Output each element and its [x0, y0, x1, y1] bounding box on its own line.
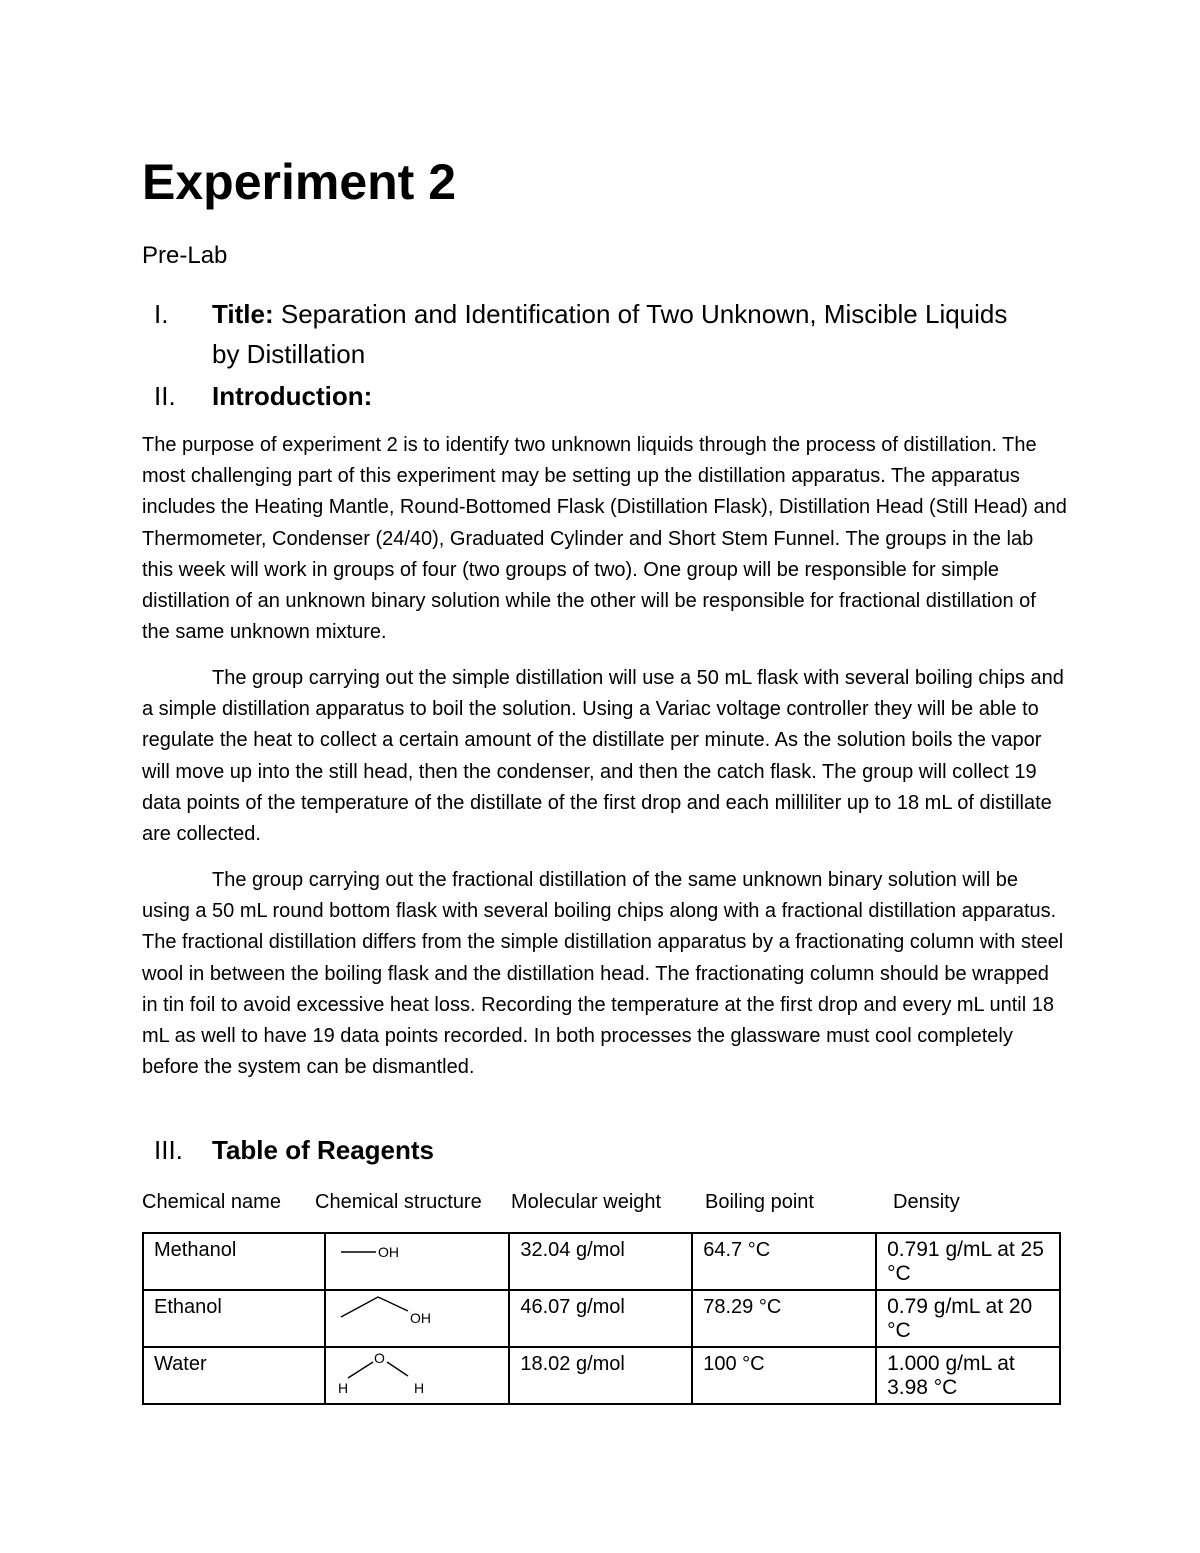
cell-density: 1.000 g/mL at 3.98 °C	[876, 1347, 1060, 1404]
section-text: Separation and Identification of Two Unknown, Miscible Liquids by Distillation	[212, 299, 1008, 369]
cell-density: 0.791 g/mL at 25 °C	[876, 1233, 1060, 1290]
methanol-structure	[325, 1233, 509, 1290]
section-numeral: II.	[154, 381, 176, 411]
reagents-table	[142, 1232, 1061, 1405]
intro-paragraph-2: The group carrying out the simple distillation will use a 50 mL flask with several boiling chips and a simple distillation apparatus to boil the solution. Using a Variac voltage controller they will be able to regulate the heat to collect a certain amount of the distillate per minute. As the solution boils the vapor will move up into the still head, then the condenser, and then the catch flask. The group will collect 19 data points of the temperature of the distillate of the first drop and each milliliter up to 18 mL of distillate are collected.	[142, 667, 1064, 846]
cell-molecular-weight: 18.02 g/mol	[509, 1347, 692, 1404]
atom-label: OH	[378, 1244, 400, 1260]
atom-label: H	[338, 1380, 349, 1396]
atom-label: OH	[410, 1310, 432, 1326]
table-row	[143, 1290, 1060, 1347]
column-header: Chemical name	[142, 1191, 281, 1213]
intro-paragraph-3: The group carrying out the fractional distillation of the same unknown binary solution will be using a 50 mL round bottom flask with several boiling chips along with a fractional distillation apparatus. The fractional distillation differs from the simple distillation apparatus by a fractionating column with steel wool in between the boiling flask and the distillation head. The fractionating column should be wrapped in tin foil to avoid excessive heat loss. Recording the temperature at the first drop and every mL until 18 mL as well to have 19 data points recorded. In both processes the glassware must cool completely before the system can be dismantled.	[142, 869, 1064, 1079]
cell-boiling-point: 78.29 °C	[692, 1290, 876, 1347]
section-title	[142, 294, 1062, 374]
cell-molecular-weight: 32.04 g/mol	[509, 1233, 692, 1290]
section-numeral: III.	[154, 1135, 183, 1165]
cell-density: 0.79 g/mL at 20 °C	[876, 1290, 1060, 1347]
section-label: Introduction:	[212, 381, 373, 411]
table-column-headers	[0, 1186, 1200, 1218]
section-label: Title:	[212, 299, 274, 329]
column-header: Molecular weight	[511, 1191, 662, 1213]
methanol-structure-drawing	[326, 1234, 509, 1289]
column-header: Chemical structure	[315, 1191, 482, 1213]
cell-molecular-weight: 46.07 g/mol	[509, 1290, 692, 1347]
page-subtitle: Pre-Lab	[142, 242, 228, 269]
ethanol-structure	[325, 1290, 509, 1347]
water-structure-drawing	[326, 1348, 509, 1403]
cell-boiling-point: 100 °C	[692, 1347, 876, 1404]
table-row	[143, 1347, 1060, 1404]
section-introduction	[142, 376, 1062, 416]
ethanol-structure-drawing	[326, 1291, 509, 1346]
table-row	[143, 1233, 1060, 1290]
column-header: Boiling point	[705, 1191, 814, 1213]
page-title: Experiment 2	[142, 154, 457, 210]
cell-name: Water	[143, 1347, 325, 1404]
column-header: Density	[893, 1191, 960, 1213]
section-numeral: I.	[154, 299, 169, 329]
section-body	[212, 294, 1032, 374]
cell-name: Ethanol	[143, 1290, 325, 1347]
bond-line	[348, 1362, 373, 1378]
bond-line	[387, 1362, 408, 1376]
bond-line	[341, 1297, 408, 1317]
water-structure	[325, 1347, 509, 1404]
cell-name: Methanol	[143, 1233, 325, 1290]
intro-paragraph-1: The purpose of experiment 2 is to identify two unknown liquids through the process of distillation. The most challenging part of this experiment may be setting up the distillation apparatus. The apparatus includes the Heating Mantle, Round-Bottomed Flask (Distillation Flask), Distillation Head (Still Head) and Thermometer, Condenser (24/40), Graduated Cylinder and Short Stem Funnel. The groups in the lab this week will work in groups of four (two groups of two). One group will be responsible for simple distillation of an unknown binary solution while the other will be responsible for fractional distillation of the same unknown mixture.	[142, 434, 1067, 644]
atom-label: O	[374, 1350, 386, 1366]
atom-label: H	[414, 1380, 425, 1396]
cell-boiling-point: 64.7 °C	[692, 1233, 876, 1290]
section-label: Table of Reagents	[212, 1135, 435, 1165]
section-table-of-reagents	[142, 1130, 1062, 1170]
